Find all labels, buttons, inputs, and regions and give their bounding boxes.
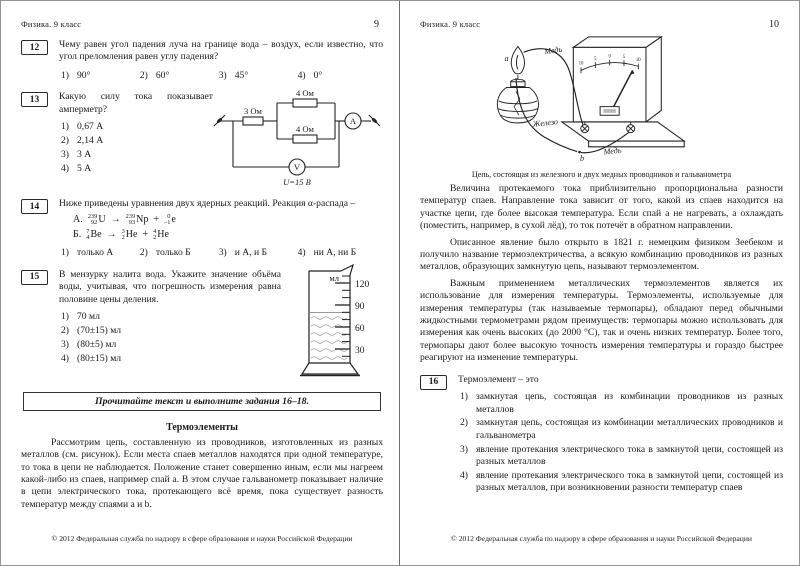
resistor-series-label: 3 Ом bbox=[244, 106, 262, 117]
galvanometer-scale-value: 10 bbox=[578, 61, 583, 67]
question-14-number: 14 bbox=[21, 199, 48, 214]
option: 1) 70 мл bbox=[61, 311, 100, 323]
option: 2) (70±15) мл bbox=[61, 324, 122, 336]
nuclide: 239 93 Np bbox=[125, 213, 149, 226]
nuclide: 0 –1 e bbox=[164, 213, 176, 226]
galvanometer-scale-value: 10 bbox=[635, 58, 641, 64]
body-paragraph-3: Важным применением металлических термоэлементов является их использование для измерения температуры. Термоэлементы, используемые для измерения температуры (так называемые термопары), обладают перед обычными жидкостными термометрами рядом преимуществ: термопары можно использовать для измерения как очень высоких (до 2000 °С), так и очень низких температур. Более того, термопары дают более высокую точность измерения температуры и гораздо быстрее реагируют на изменение температуры. bbox=[420, 277, 783, 364]
copper-label-bottom: Медь bbox=[602, 145, 622, 157]
nuclide: 7 4 Be bbox=[86, 228, 102, 242]
scale-30: 30 bbox=[355, 345, 365, 356]
option: 4) ни А, ни Б bbox=[297, 247, 357, 259]
option: 3) и А, и Б bbox=[218, 247, 268, 259]
body-paragraph-2: Описанное явление было открыто в 1821 г. немецким физиком Зеебеком и получило название термоэлектричества, а всякую комбинацию проводников из разных металлов, образующих замкнутую цепь, называют термоэлементом. bbox=[420, 236, 783, 273]
question-14-text: Ниже приведены уравнения двух ядерных реакций. Реакция α-распада – bbox=[59, 198, 356, 210]
option: 4) 0° bbox=[297, 69, 323, 81]
question-12-text: Чему равен угол падения луча на границе вода – воздух, если известно, что угол преломления равен углу падения? bbox=[59, 39, 383, 63]
page-10-header bbox=[420, 19, 783, 30]
cylinder-unit-label: мл bbox=[329, 272, 339, 283]
question-15-options bbox=[61, 311, 281, 365]
option: 4) явление протекания электрического тока в замкнутой цепи, состоящей из разных металлов, при возникновении разности температур спаев bbox=[460, 470, 783, 494]
option: 3) (80±5) мл bbox=[61, 338, 117, 350]
instruction-box: Прочитайте текст и выполните задания 16–18. bbox=[23, 392, 381, 411]
question-13-text: Какую силу тока показывает амперметр? bbox=[59, 91, 213, 115]
question-13-number: 13 bbox=[21, 92, 48, 107]
junction-a-label: a bbox=[504, 53, 509, 63]
galvanometer-scale-value: 5 bbox=[622, 54, 625, 60]
galvanometer-scale-value: 0 bbox=[607, 54, 611, 60]
nuclide: 4 2 He bbox=[153, 228, 169, 242]
option: 3) 3 А bbox=[61, 148, 92, 160]
voltmeter-icon: V bbox=[293, 162, 301, 173]
page-number: 9 bbox=[374, 19, 379, 30]
voltage-label: U=15 В bbox=[283, 177, 311, 188]
option: 1) только А bbox=[61, 247, 114, 259]
question-12 bbox=[21, 39, 383, 82]
page-number: 10 bbox=[769, 19, 779, 30]
question-16-options bbox=[460, 391, 783, 495]
question-15-number: 15 bbox=[21, 270, 48, 285]
question-14 bbox=[21, 198, 383, 260]
option: 3) явление протекания электрического тока в замкнутой цепи, состоящей из разных металлов bbox=[460, 443, 783, 468]
question-15-text: В мензурку налита вода. Укажите значение объёма воды, учитывая, что погрешность измерения равна половине цены деления. bbox=[59, 268, 281, 305]
option: 4) (80±15) мл bbox=[61, 352, 122, 364]
option: 4) 5 А bbox=[61, 162, 92, 174]
nuclide: 3 2 He bbox=[121, 228, 138, 242]
thermocouple-figure bbox=[420, 34, 783, 179]
article-paragraph: Рассмотрим цепь, составленную из проводников, изготовленных из разных металлов (см. рисунок). Если места спаев металлов находятся при одной температуре, то тока в цепи не наблюдается. Положение станет совершенно иным, если мы нагреем какой-либо из спаев, например спай a. В этом случае гальванометр показывает наличие в цепи электрического тока, протекающего всё время, пока существует разность температур между спаями a и b. bbox=[21, 436, 383, 510]
option: 1) 0,67 А bbox=[61, 121, 104, 133]
nuclide: 239 92 U bbox=[87, 213, 106, 226]
question-14-options bbox=[61, 247, 383, 259]
question-16 bbox=[420, 374, 783, 495]
graduated-cylinder bbox=[291, 263, 383, 381]
option: 2) 2,14 А bbox=[61, 134, 104, 146]
resistor-top-label: 4 Ом bbox=[296, 88, 314, 99]
header-title: Физика. 9 класс bbox=[21, 19, 82, 29]
question-12-options bbox=[61, 70, 383, 82]
thermocouple-illustration bbox=[452, 34, 752, 164]
option: 3) 45° bbox=[218, 69, 249, 81]
body-paragraph-1: Величина протекаемого тока приблизительно пропорциональна разности температур спаев. Направление тока зависит от того, какой из спаев находится на участке цепи, где более высокая температура. Если спай a не нагревать, а охлаждать (поместить, например, в сухой лёд), то ток потечёт в обратном направлении. bbox=[420, 183, 783, 232]
resistor-bottom-label: 4 Ом bbox=[296, 124, 314, 135]
option: 1) замкнутая цепь, состоящая из комбинации проводников из разных металлов bbox=[460, 391, 783, 415]
scale-120: 120 bbox=[355, 279, 370, 290]
option: 2) 60° bbox=[139, 69, 170, 81]
question-13-options bbox=[61, 121, 213, 175]
option: 2) замкнутая цепь, состоящая из комбинации металлических проводников и гальванометра bbox=[460, 417, 783, 441]
equation-b: Б. 7 4 Be → 3 2 He + 4 2 He bbox=[73, 228, 169, 242]
question-15 bbox=[21, 269, 383, 381]
page-9-footer: © 2012 Федеральная служба по надзору в сфере образования и науки Российской Федерации bbox=[51, 534, 353, 543]
option: 1) 90° bbox=[61, 69, 91, 81]
question-12-number: 12 bbox=[21, 40, 48, 55]
scale-90: 90 bbox=[355, 301, 365, 312]
question-16-number: 16 bbox=[420, 375, 447, 390]
page-9 bbox=[1, 1, 400, 565]
iron-label: Железо bbox=[531, 117, 558, 129]
ammeter-icon: А bbox=[349, 116, 357, 127]
question-16-text: Термоэлемент – это bbox=[458, 373, 539, 385]
question-13 bbox=[21, 88, 383, 189]
page-9-header bbox=[21, 19, 383, 30]
circuit-diagram bbox=[213, 87, 383, 189]
option: 2) только Б bbox=[139, 247, 191, 259]
scale-60: 60 bbox=[355, 323, 365, 334]
page-10 bbox=[400, 1, 799, 565]
copper-label-top: Медь bbox=[543, 44, 563, 57]
page-10-footer: © 2012 Федеральная служба по надзору в сфере образования и науки Российской Федерации bbox=[451, 534, 752, 543]
equation-a: А. 239 92 U → 239 93 Np + 0 –1 e bbox=[73, 213, 176, 226]
article-title: Термоэлементы bbox=[166, 421, 238, 433]
junction-b-label: b bbox=[579, 154, 584, 164]
figure-caption: Цепь, состоящая из железного и двух медных проводников и гальванометра bbox=[471, 170, 732, 179]
header-title: Физика. 9 класс bbox=[420, 19, 481, 29]
galvanometer-scale-value: 5 bbox=[593, 56, 597, 62]
